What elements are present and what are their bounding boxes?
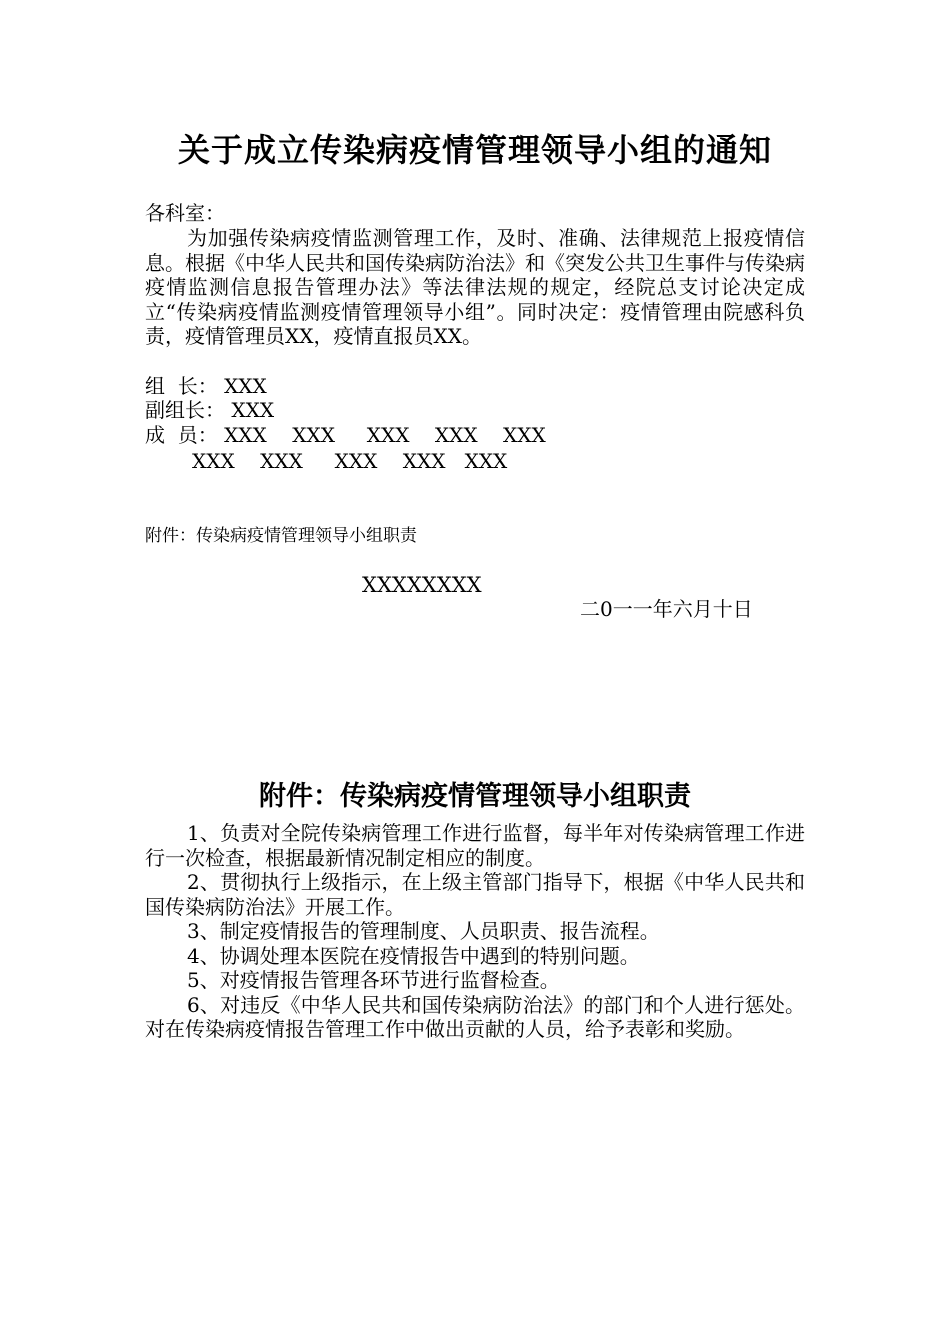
duty-item: 4、协调处理本医院在疫情报告中遇到的特别问题。	[187, 943, 640, 968]
salutation: 各科室：	[145, 201, 225, 225]
group-leader-line: 组 长： XXX	[145, 374, 267, 398]
attachment-note: 附件：传染病疫情管理领导小组职责	[145, 526, 417, 546]
notice-paragraph: 为加强传染病疫情监测管理工作，及时、准确、法律规范上报疫情信息。根据《中华人民共和国传染病防治法》和《突发公共卫生事件与传染病疫情监测信息报告管理办法》等法律法规的规定，经院总支讨论决定成立“传染病疫情监测疫情管理领导小组”。同时决定：疫情管理由院感科负责，疫情管理员XX，疫情直报员XX。	[145, 226, 805, 348]
duties-list	[145, 821, 805, 1042]
members-line-1: 成 员： XXX XXX XXX XXX XXX	[145, 423, 546, 447]
attachment-title: 附件：传染病疫情管理领导小组职责	[259, 781, 691, 812]
notice-title: 关于成立传染病疫情管理领导小组的通知	[177, 131, 772, 169]
duty-item: 5、对疫情报告管理各环节进行监督检查。	[187, 968, 560, 992]
issue-date: 二0一一年六月十日	[580, 597, 753, 621]
duty-item: 2、贯彻执行上级指示，在上级主管部门指导下，根据《中华人民共和国传染病防治法》开展工作。	[145, 870, 805, 919]
duty-item: 6、对违反《中华人民共和国传染病防治法》的部门和个人进行惩处。对在传染病疫情报告管理工作中做出贡献的人员，给予表彰和奖励。	[145, 992, 805, 1041]
deputy-leader-line: 副组长： XXX	[145, 398, 275, 422]
members-line-2: XXX XXX XXX XXX XXX	[192, 449, 508, 473]
duty-item: 3、制定疫情报告的管理制度、人员职责、报告流程。	[187, 919, 660, 943]
issuing-organization: XXXXXXXX	[362, 573, 482, 597]
duty-item: 1、负责对全院传染病管理工作进行监督，每半年对传染病管理工作进行一次检查，根据最新情况制定相应的制度。	[145, 821, 805, 870]
